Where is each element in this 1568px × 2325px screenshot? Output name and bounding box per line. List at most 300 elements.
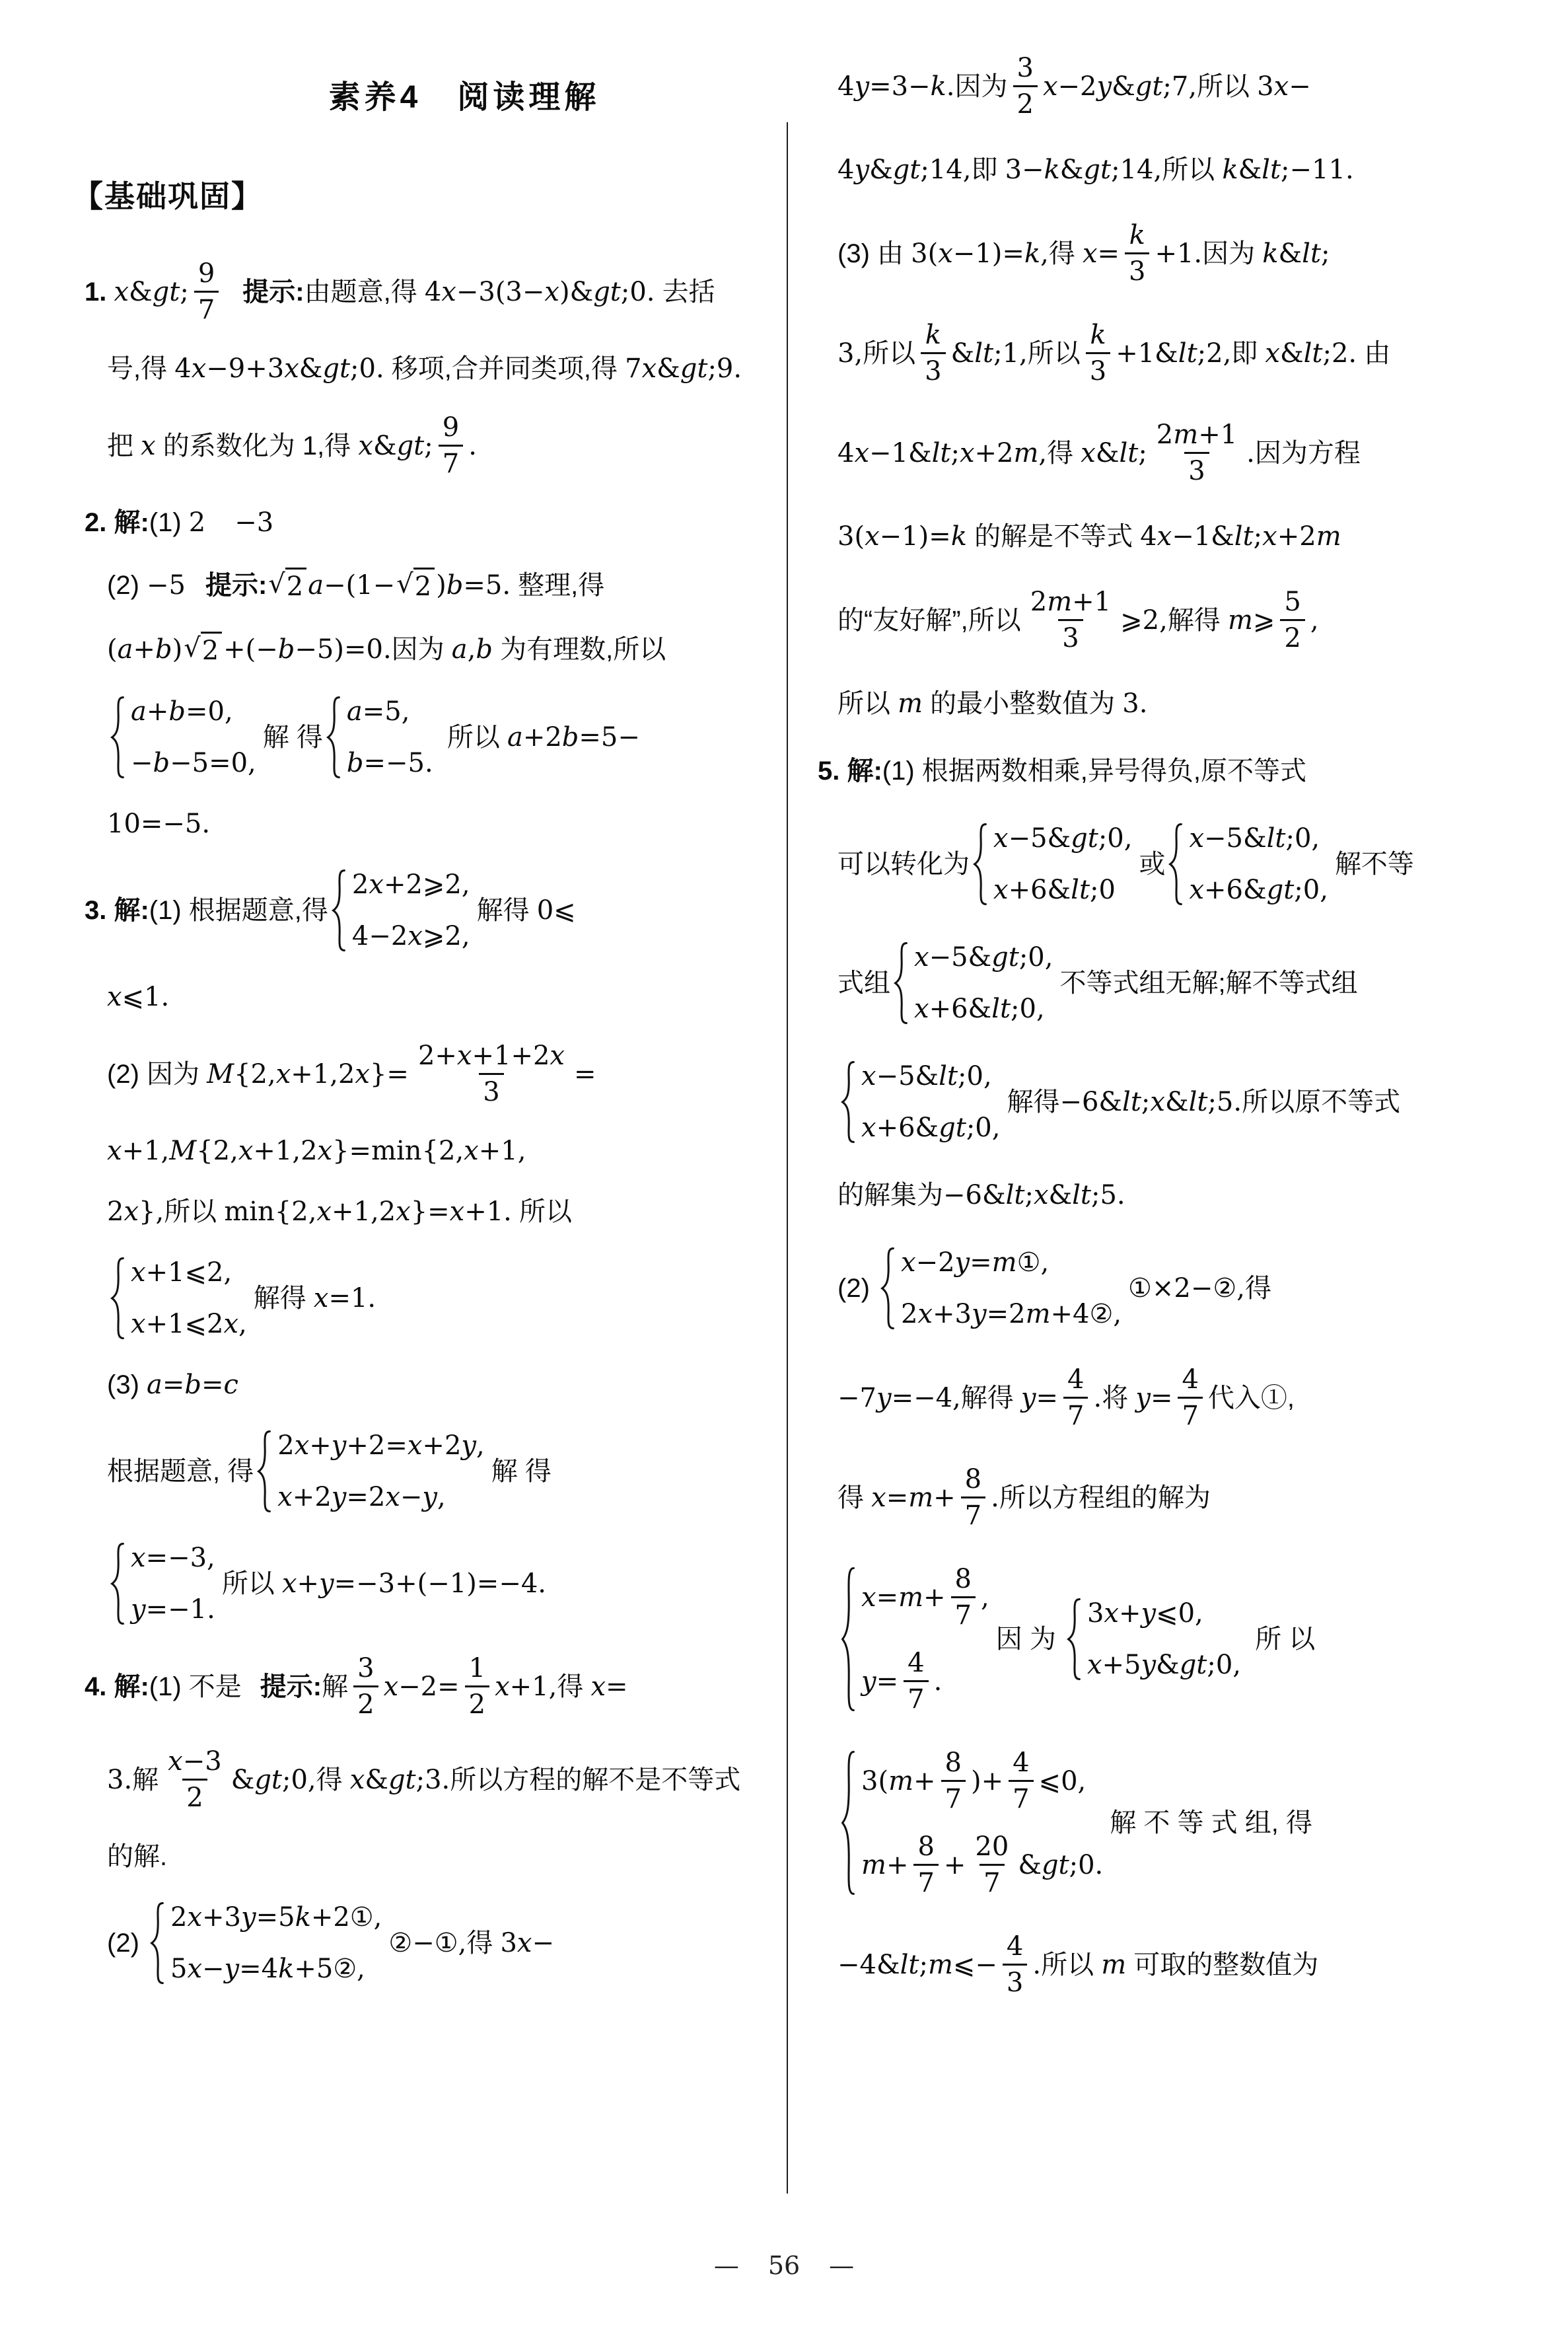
math-run: x=m+ <box>861 1582 946 1613</box>
numerator: 4 <box>908 1648 925 1678</box>
math-run: x+2y=2x−y, <box>277 1482 446 1512</box>
text-run: 根据题意, 得 <box>107 1457 254 1486</box>
text-run: 所以 <box>1041 1950 1102 1979</box>
text-line <box>107 353 771 385</box>
denominator: 2 <box>465 1685 489 1718</box>
footer-page-number: 56 <box>767 2251 801 2280</box>
math-run: x+6&gt;0, <box>861 1113 1001 1143</box>
text-run: 所 以 <box>1248 1625 1316 1654</box>
numerator: 3 <box>1016 53 1034 83</box>
text-run: 解 得 <box>491 1457 552 1486</box>
system-row <box>131 747 256 779</box>
numerator: 2m+1 <box>1030 587 1112 617</box>
radicand: 2 <box>413 568 435 603</box>
math-run: )b=5. <box>436 570 511 601</box>
text-run: (2) <box>107 570 147 600</box>
numerator: 3 <box>357 1653 374 1683</box>
math-run: x&lt;2. <box>1265 338 1357 369</box>
math-run: &lt;1, <box>950 338 1028 369</box>
math-run: 2x+3y=2m+4②, <box>901 1299 1122 1329</box>
text-run: 解得 <box>960 1383 1021 1413</box>
text-run: 解 得 <box>262 723 323 752</box>
text-run: 所以 <box>1162 155 1223 184</box>
math-run: 3x+y⩽0, <box>1087 1598 1203 1629</box>
numerator: 9 <box>442 412 460 443</box>
math-run: min{2,x+1,2x}=x+1. <box>224 1197 512 1227</box>
numerator: x−3 <box>168 1746 222 1777</box>
numerator: 8 <box>944 1748 962 1778</box>
denominator: 3 <box>1058 619 1083 652</box>
math-run: x−5&gt;0, <box>993 823 1133 854</box>
math-run: a+b=0, <box>131 696 233 727</box>
math-run: a+2b=5− <box>507 722 640 753</box>
text-run: 解不等 <box>1334 850 1414 879</box>
text-line <box>837 1366 1505 1430</box>
system-rows <box>352 869 470 952</box>
text-run: 所以 <box>1027 338 1081 368</box>
text-run: 得 <box>1047 438 1081 468</box>
system-row <box>1189 874 1328 906</box>
math-run: x <box>141 430 156 461</box>
math-run: x&gt; <box>114 276 189 307</box>
math-run: −b−5=0, <box>131 748 256 778</box>
math-run: y= <box>1020 1382 1059 1413</box>
text-line <box>107 1196 771 1228</box>
fraction <box>465 1654 489 1718</box>
fraction <box>1086 321 1110 385</box>
math-run: M{2,x+1,2x}= <box>207 1058 409 1089</box>
text-line <box>107 981 771 1013</box>
text-run: 所以 <box>164 1197 225 1226</box>
numerator: 2+x+1+2x <box>417 1041 565 1071</box>
text-line <box>107 808 771 840</box>
fraction <box>1013 54 1038 118</box>
left-brace-icon <box>326 696 341 779</box>
text-line <box>837 941 1505 1025</box>
math-run: 10=−5. <box>107 809 211 839</box>
math-run: 0⩽ <box>536 895 576 926</box>
numerator: 4 <box>1067 1364 1085 1395</box>
text-line <box>837 1060 1505 1144</box>
math-run: . <box>1246 437 1255 468</box>
system-rows <box>901 1247 1122 1330</box>
text-run: 解得 <box>1007 1088 1060 1117</box>
math-run: 3−k&gt;14, <box>1005 155 1162 185</box>
text-run: 得 <box>557 1672 591 1701</box>
system-row <box>352 920 470 952</box>
text-run: 可以转化为 <box>837 850 970 879</box>
text-run: 因为 <box>391 634 452 664</box>
text-line <box>837 1749 1505 1897</box>
system-row <box>1189 823 1320 854</box>
denominator: 7 <box>194 291 219 324</box>
math-run: &gt;0, <box>231 1764 316 1795</box>
system-rows <box>131 1257 247 1340</box>
text-run: 因为 <box>1202 239 1263 268</box>
fraction <box>951 1565 976 1629</box>
text-run: (1) 不是 <box>149 1672 242 1701</box>
left-brace-icon <box>880 1247 896 1330</box>
fraction <box>164 1748 226 1812</box>
left-brace-icon <box>110 1542 125 1625</box>
text-line <box>107 1042 771 1106</box>
equation-system <box>110 1257 247 1340</box>
text-run: 1. <box>85 277 114 307</box>
equation-system <box>326 696 433 779</box>
math-run: x=−3, <box>131 1543 215 1573</box>
text-run: 代入①, <box>1207 1383 1295 1413</box>
math-run: y= <box>861 1666 899 1697</box>
text-run: 得 <box>1244 1274 1271 1303</box>
math-run: x−5&lt;0, <box>1189 823 1320 854</box>
equation-system <box>840 1565 989 1713</box>
text-run: 解 不 等 式 组, 得 <box>1110 1808 1312 1837</box>
text-run: 得 <box>837 1483 872 1512</box>
text-run: 将 <box>1102 1383 1136 1413</box>
text-line <box>837 521 1505 552</box>
math-run: a,b <box>451 634 493 665</box>
equation-system <box>110 696 256 779</box>
system-row <box>352 869 470 901</box>
numerator: 8 <box>954 1564 972 1594</box>
text-line <box>107 1748 771 1812</box>
denominator: 3 <box>921 352 945 385</box>
equation-system <box>149 1901 382 1985</box>
page-title: 素养4 阅读理解 <box>328 80 600 115</box>
right-column <box>818 0 1505 2032</box>
math-run: x+1, <box>495 1671 557 1702</box>
text-line <box>837 321 1505 385</box>
system-rows <box>1189 823 1328 906</box>
text-run: 的“友好解”,所以 <box>837 605 1021 635</box>
text-run: 所以方程的解不是不等式 <box>450 1765 741 1794</box>
math-run: x&gt;3. <box>349 1764 450 1795</box>
text-run: 号,得 <box>107 354 175 383</box>
math-run: 4y&gt;14, <box>837 155 972 185</box>
text-run: 所以 <box>863 338 916 368</box>
numerator: 2m+1 <box>1156 420 1238 450</box>
system-row <box>1087 1598 1203 1629</box>
radical-icon: √ <box>396 569 413 599</box>
text-run: 或 <box>1139 850 1166 879</box>
equation-system <box>1168 823 1328 906</box>
text-run: (3) 由 <box>837 239 911 268</box>
math-run: −5 <box>147 570 186 601</box>
left-brace-icon <box>110 696 125 779</box>
denominator: 7 <box>1178 1397 1202 1430</box>
system-row <box>131 1308 247 1340</box>
text-line <box>837 588 1505 652</box>
text-line <box>837 154 1505 186</box>
text-line <box>107 568 771 603</box>
equation-system <box>880 1247 1122 1330</box>
text-line <box>837 1565 1505 1713</box>
math-run: 3(x−1)=k <box>837 521 967 552</box>
system-row <box>131 1257 232 1288</box>
math-run: m <box>898 688 923 719</box>
equation-system <box>840 1060 1000 1144</box>
fraction <box>1009 1749 1033 1813</box>
fraction <box>414 1042 569 1106</box>
text-run: 提示: <box>260 1672 322 1701</box>
denominator: 2 <box>182 1779 207 1812</box>
math-run: x−5&gt;0, <box>914 942 1053 973</box>
text-run: 因为 <box>954 71 1008 101</box>
system-rows <box>861 1565 989 1713</box>
math-run: . <box>1032 1949 1042 1980</box>
column-divider <box>787 122 788 2194</box>
system-row <box>131 696 233 727</box>
text-run: 式组 <box>837 969 890 998</box>
fraction <box>904 1649 928 1713</box>
left-brace-icon <box>331 869 347 952</box>
math-run: , <box>1310 605 1319 636</box>
equation-system <box>1066 1598 1241 1681</box>
numerator: 1 <box>468 1653 486 1683</box>
text-run: 移项,合并同类项,得 <box>384 354 625 383</box>
system-row <box>901 1298 1122 1330</box>
text-run: 3. 解: <box>85 896 149 925</box>
sqrt-expression <box>396 568 435 603</box>
math-run: y=−1. <box>131 1594 215 1625</box>
math-run: 2x+2⩾2, <box>351 869 470 900</box>
text-line <box>837 1465 1505 1530</box>
footer-right-dash: — <box>829 2251 855 2280</box>
text-run: 所以 <box>1197 71 1258 101</box>
system-row <box>347 747 433 779</box>
math-run: ⩽0, <box>1038 1765 1087 1796</box>
left-brace-icon <box>1168 823 1184 906</box>
numerator: k <box>1090 320 1106 350</box>
text-run: 得 <box>466 1929 501 1958</box>
system-row <box>861 1749 1086 1813</box>
math-run: 4x−9+3x&gt;0. <box>174 353 384 384</box>
math-run: a=5, <box>346 696 410 727</box>
math-run: m+ <box>861 1849 909 1880</box>
math-run: a−(1− <box>308 570 396 601</box>
math-run: 2x+y+2=x+2y, <box>277 1430 485 1461</box>
math-run: 7x&gt;9. <box>625 353 742 384</box>
math-run: )+ <box>970 1765 1004 1796</box>
text-line <box>818 755 1505 787</box>
math-run: −6&lt;x&lt;5. <box>1059 1087 1242 1117</box>
text-run: 5. 解: <box>818 757 882 786</box>
math-run: , <box>980 1582 989 1613</box>
system-row <box>914 993 1045 1025</box>
text-line <box>107 1542 771 1625</box>
math-run: 3(m+ <box>861 1765 936 1796</box>
math-run: 3. <box>107 1764 133 1795</box>
math-run: ⩾2, <box>1120 605 1168 636</box>
system-rows <box>993 823 1132 906</box>
text-run: 即 <box>1231 338 1265 368</box>
fraction <box>921 321 945 385</box>
text-run: 得 <box>1048 239 1083 268</box>
system-row <box>861 1565 989 1629</box>
system-row <box>861 1833 1103 1897</box>
fraction <box>941 1749 966 1813</box>
denominator: 7 <box>439 445 463 478</box>
fraction <box>1178 1366 1202 1430</box>
math-run: y= <box>1135 1382 1173 1413</box>
system-rows <box>170 1901 382 1985</box>
text-run: 由 <box>1357 338 1391 368</box>
text-line <box>837 221 1505 285</box>
left-brace-icon <box>972 823 988 906</box>
math-run: x+1⩽2, <box>131 1257 232 1288</box>
text-run: 所以方程组的解为 <box>999 1483 1211 1512</box>
math-run: = <box>573 1058 596 1089</box>
numerator: 4 <box>1006 1931 1024 1962</box>
fraction <box>961 1465 985 1530</box>
math-run: 3x− <box>500 1928 554 1958</box>
text-run: 解 <box>322 1672 349 1701</box>
text-line <box>837 54 1505 118</box>
text-line <box>107 1369 771 1401</box>
left-brace-icon <box>840 1060 856 1144</box>
math-run: +1&lt;2, <box>1116 338 1232 369</box>
system-row <box>277 1481 446 1513</box>
text-line <box>107 414 771 478</box>
numerator: 4 <box>1013 1748 1030 1778</box>
equation-system <box>331 869 470 952</box>
system-row <box>993 823 1132 854</box>
fraction <box>1153 421 1241 485</box>
equation-system <box>893 941 1053 1025</box>
math-run: 5x−y=4k+5②, <box>170 1954 365 1984</box>
text-line <box>837 823 1505 906</box>
math-run: x= <box>590 1671 628 1702</box>
text-run: 解 <box>132 1765 159 1794</box>
denominator: 7 <box>961 1496 985 1530</box>
equation-system <box>972 823 1132 906</box>
numerator: 20 <box>975 1831 1009 1862</box>
denominator: 2 <box>1280 619 1304 652</box>
math-run: x+6&gt;0, <box>1189 875 1328 905</box>
math-run: 3. <box>1122 688 1148 719</box>
fraction <box>1026 588 1115 652</box>
denominator: 7 <box>980 1864 1004 1897</box>
text-run: 所以 <box>511 1197 573 1226</box>
math-run: −4&lt;m⩽− <box>837 1949 997 1980</box>
system-rows <box>131 696 256 779</box>
math-run: &gt;0. <box>1018 1849 1104 1880</box>
text-line <box>85 1654 771 1718</box>
text-run: 解得 <box>476 896 537 925</box>
denominator: 7 <box>1009 1780 1033 1813</box>
math-run: b=−5. <box>346 748 433 778</box>
math-run: +1. <box>1155 238 1203 269</box>
math-run: . <box>991 1482 999 1513</box>
system-row <box>914 941 1053 973</box>
text-run: (3) <box>107 1370 147 1399</box>
math-run: 3(x−1)=k, <box>911 238 1049 269</box>
math-run: −6&lt;x&lt;5. <box>943 1180 1125 1210</box>
text-run: 的解. <box>107 1842 168 1871</box>
system-rows <box>861 1749 1103 1897</box>
fraction <box>439 414 463 478</box>
text-run: 把 <box>107 431 141 461</box>
fraction <box>194 260 219 324</box>
fraction <box>1280 588 1304 652</box>
math-run: ②−①, <box>388 1928 467 1958</box>
text-line <box>85 507 771 538</box>
denominator: 7 <box>904 1680 928 1713</box>
text-run: 所以 <box>439 723 507 752</box>
numerator: 9 <box>197 258 215 289</box>
math-run: 2x+3y=5k+2①, <box>170 1902 382 1933</box>
system-row <box>170 1901 382 1933</box>
denominator: 2 <box>1013 85 1038 118</box>
fraction <box>1063 1366 1088 1430</box>
left-brace-icon <box>1066 1598 1082 1681</box>
text-line <box>837 688 1505 720</box>
text-run: 解得 <box>253 1284 314 1313</box>
text-run: 因 为 <box>995 1625 1063 1654</box>
denominator: 7 <box>1063 1397 1088 1430</box>
text-run: 由题意,得 <box>304 277 425 307</box>
text-run: 的系数化为 1,得 <box>155 431 359 461</box>
text-line <box>107 1901 771 1985</box>
left-brace-icon <box>149 1901 165 1985</box>
math-run: x+6&lt;0 <box>993 875 1116 905</box>
text-run: (2) 因为 <box>107 1059 207 1089</box>
math-run: (a+b) <box>107 634 183 665</box>
math-run: +(−b−5)=0. <box>223 634 392 665</box>
text-line <box>85 260 771 324</box>
denominator: 3 <box>1125 252 1149 285</box>
math-run: x−2y&gt;7, <box>1042 71 1197 102</box>
math-run: x=m+ <box>871 1482 956 1513</box>
system-row <box>131 1594 215 1625</box>
system-row <box>347 696 410 727</box>
footer-left-dash: — <box>713 2251 739 2280</box>
math-run: 3x− <box>1257 71 1311 102</box>
math-run: k&lt; <box>1262 238 1330 269</box>
text-run: 2. 解: <box>85 508 149 537</box>
math-run: x−5&lt;0, <box>861 1061 992 1091</box>
math-run: −3 <box>234 507 274 538</box>
text-run: (2) <box>107 1929 147 1958</box>
text-line <box>837 1247 1505 1330</box>
math-run: 4x−1&lt;x+2m, <box>837 437 1048 468</box>
system-row <box>901 1247 1049 1278</box>
text-line <box>107 1257 771 1340</box>
system-row <box>861 1649 942 1713</box>
system-row <box>131 1542 215 1574</box>
text-run: 解得 <box>1167 605 1228 635</box>
left-brace-icon <box>110 1257 125 1340</box>
text-run: (1) 根据题意,得 <box>149 896 328 925</box>
equation-system <box>840 1749 1103 1897</box>
text-line <box>837 421 1505 485</box>
math-run: ①×2−②, <box>1128 1273 1245 1304</box>
denominator: 3 <box>1086 352 1110 385</box>
text-run: 的最小整数值为 <box>923 689 1123 718</box>
denominator: 3 <box>1003 1964 1027 1997</box>
math-run: . <box>933 1666 943 1697</box>
text-run: 即 <box>971 155 1005 184</box>
math-run: x+y=−3+(−1)=−4. <box>281 1568 546 1599</box>
math-run: x=1. <box>313 1283 376 1313</box>
text-run: 所以 <box>837 689 898 718</box>
math-run: 4−2x⩾2, <box>351 921 470 951</box>
numerator: 8 <box>917 1831 935 1862</box>
text-run: (1) <box>149 508 189 537</box>
math-run: x&gt; <box>358 430 433 461</box>
text-run: 可取的整数值为 <box>1126 1950 1319 1979</box>
system-rows <box>131 1542 215 1625</box>
